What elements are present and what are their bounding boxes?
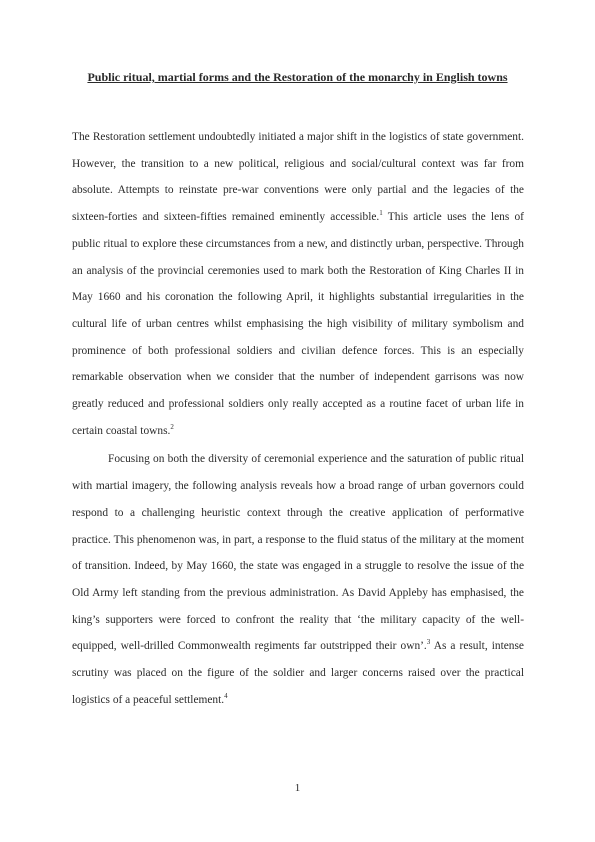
paper-title: Public ritual, martial forms and the Restoration of the monarchy in English towns	[87, 70, 508, 84]
paragraph-1	[72, 124, 524, 444]
paragraph-text: Focusing on both the diversity of ceremonial experience and the saturation of public ritual with martial imagery, the following analysis reveals how a broad range of urban governors could respond to a challenging heuristic context through the creative application of performative practice. This phenomenon was, in part, a response to the fluid status of the military at the moment of transition. Indeed, by May 1660, the state was engaged in a struggle to resolve the issue of the Old Army left standing from the previous administration. As David Appleby has emphasised, the king’s supporters were forced to confront the reality that ‘the military capacity of the well-equipped, well-drilled Commonwealth regiments far outstripped their own’.	[72, 453, 524, 653]
paragraph-text: As a result, intense scrutiny was placed on the figure of the soldier and larger concerns raised over the practical logistics of a peaceful settlement.	[72, 640, 524, 706]
footnote-marker[interactable]: 2	[170, 422, 174, 431]
footnote-marker[interactable]: 4	[224, 691, 228, 700]
paragraph-2	[72, 446, 524, 713]
body-text	[72, 124, 524, 713]
page-number: 1	[294, 782, 301, 794]
paragraph-text: The Restoration settlement undoubtedly initiated a major shift in the logistics of state government. However, the transition to a new political, religious and social/cultural context was far from absolute. Attempts to reinstate pre-war conventions were only partial and the legacies of the sixteen-forties and sixteen-fifties remained eminently accessible.	[72, 131, 524, 224]
paragraph-text: This article uses the lens of public ritual to explore these circumstances from a new, and distinctly urban, perspective. Through an analysis of the provincial ceremonies used to mark both the Restoration of King Charles II in May 1660 and his coronation the following April, it highlights substantial irregularities in the cultural life of urban centres whilst emphasising the high visibility of military symbolism and prominence of both professional soldiers and civilian defence forces. This is an especially remarkable observation when we consider that the number of independent garrisons was now greatly reduced and professional soldiers only really accepted as a routine facet of urban life in certain coastal towns.	[72, 211, 524, 437]
footnote-marker[interactable]: 3	[426, 638, 431, 647]
footnote-marker[interactable]: 1	[379, 209, 383, 218]
